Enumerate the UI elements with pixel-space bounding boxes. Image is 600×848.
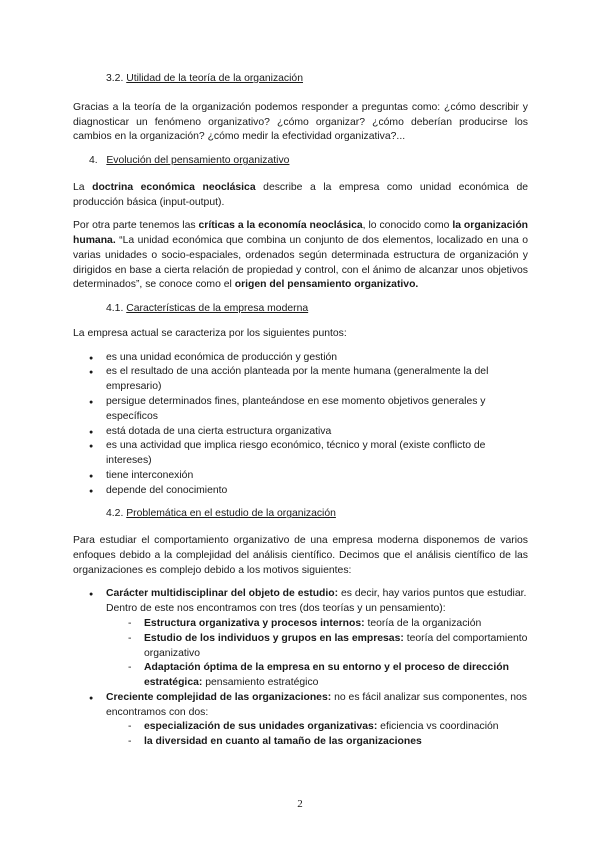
list-item: ● es una unidad económica de producción y gestión bbox=[73, 351, 528, 366]
section-title: Evolución del pensamiento organizativo bbox=[106, 155, 290, 167]
section-number: 4. bbox=[89, 155, 98, 167]
section-title: Características de la empresa moderna bbox=[126, 303, 309, 315]
list-item: ● es el resultado de una acción planteada por la mente humana (generalmente la del empresario) bbox=[73, 365, 528, 395]
characteristics-list bbox=[73, 351, 528, 499]
list-item: ● Carácter multidisciplinar del objeto de estudio: es decir, hay varios puntos que estudiar. Dentro de este nos encontramos con tres (dos teorías y un pensamiento): bbox=[73, 587, 528, 617]
section-4-1-intro: La empresa actual se caracteriza por los siguientes puntos: bbox=[73, 327, 347, 339]
list-item: ● tiene interconexión bbox=[73, 469, 528, 484]
section-title: Utilidad de la teoría de la organización bbox=[126, 73, 303, 84]
page-number: 2 bbox=[297, 798, 303, 810]
complexity-list-2 bbox=[73, 691, 528, 721]
section-number: 3.2. bbox=[106, 73, 124, 84]
section-4-2-heading bbox=[73, 507, 528, 522]
list-item: ● está dotada de una cierta estructura organizativa bbox=[73, 425, 528, 440]
section-number: 4.2. bbox=[106, 508, 124, 520]
sublist-item: - especialización de sus unidades organizativas: eficiencia vs coordinación bbox=[73, 720, 528, 735]
list-item: ● es una actividad que implica riesgo económico, técnico y moral (existe conflicto de intereses) bbox=[73, 439, 528, 469]
neoclassical-paragraph: La doctrina económica neoclásica describe a la empresa como unidad económica de producción básica (input-output). bbox=[73, 181, 528, 208]
section-3-2-heading bbox=[73, 72, 528, 87]
sublist-item: - Adaptación óptima de la empresa en su entorno y el proceso de dirección estratégica: pensamiento estratégico bbox=[73, 661, 528, 691]
document-page bbox=[73, 72, 528, 750]
section-number: 4.1. bbox=[106, 303, 124, 315]
complexity-sublist bbox=[73, 720, 528, 750]
section-3-2-paragraph: Gracias a la teoría de la organización podemos responder a preguntas como: ¿cómo describir y diagnosticar un fenómeno organizativo? ¿cómo organizar? ¿cómo deberían producirse los cambios en la organización? ¿cómo medir la efectividad organizativa?... bbox=[73, 101, 528, 143]
section-4-1-heading bbox=[73, 302, 528, 317]
sublist-item: - Estructura organizativa y procesos internos: teoría de la organización bbox=[73, 617, 528, 632]
sublist-item: - Estudio de los individuos y grupos en las empresas: teoría del comportamiento organizativo bbox=[73, 632, 528, 662]
section-4-2-paragraph: Para estudiar el comportamiento organizativo de una empresa moderna disponemos de varios enfoques debido a la complejidad del análisis científico. Decimos que el análisis científico de las organizaciones es complejo debido a los motivos siguientes: bbox=[73, 535, 528, 576]
section-title: Problemática en el estudio de la organización bbox=[126, 508, 336, 520]
critiques-paragraph: Por otra parte tenemos las críticas a la economía neoclásica, lo conocido como la organización humana. “La unidad económica que combina un conjunto de dos elementos, localizado en una o varias unidades o socio-espaciales, ordenados según determinada estructura de organización y dirigidos en base a cierta relación de propiedad y control, con el ánimo de alcanzar unos objetivos determinados”, se conoce como el origen del pensamiento organizativo. bbox=[73, 220, 529, 291]
list-item: ● persigue determinados fines, planteándose en ese momento objetivos generales y específicos bbox=[73, 395, 528, 425]
sublist-item: - la diversidad en cuanto al tamaño de las organizaciones bbox=[73, 735, 528, 750]
multidisciplinary-sublist bbox=[73, 617, 528, 691]
list-item: ● depende del conocimiento bbox=[73, 484, 528, 499]
complexity-list bbox=[73, 587, 528, 617]
list-item: ● Creciente complejidad de las organizaciones: no es fácil analizar sus componentes, nos encontramos con dos: bbox=[73, 691, 528, 721]
section-4-heading bbox=[73, 154, 528, 169]
